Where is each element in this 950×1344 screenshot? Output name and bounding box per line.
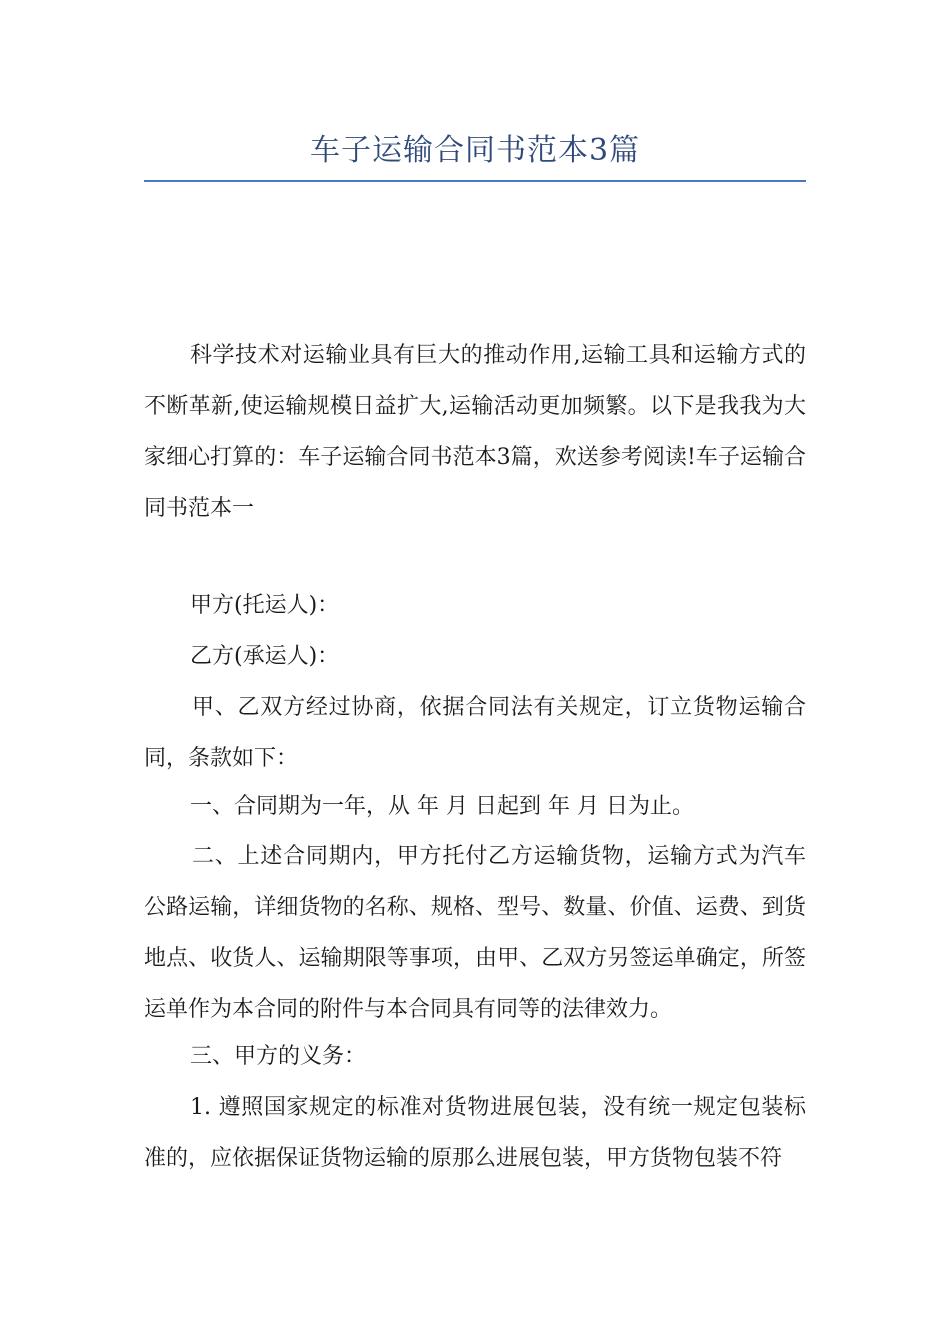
clause-3-item-1: 1. 遵照国家规定的标准对货物进展包装，没有统一规定包装标准的，应依据保证货物运输的原那么进展包装，甲方货物包装不符: [144, 1095, 806, 1171]
document-title: 车子运输合同书范本3篇: [309, 133, 641, 168]
clause-2: 二、上述合同期内，甲方托付乙方运输货物，运输方式为汽车公路运输，详细货物的名称、规格、型号、数量、价值、运费、到货地点、收货人、运输期限等事项，由甲、乙双方另签运单确定，所签运单作为本合同的附件与本合同具有同等的法律效力。: [144, 844, 806, 1022]
clause-1: 一、合同期为一年，从 年 月 日起到 年 月 日为止。: [190, 794, 694, 819]
party-a-line: 甲方(托运人)：: [190, 593, 340, 618]
party-b-line: 乙方(承运人)：: [190, 644, 340, 669]
clause-3-heading: 三、甲方的义务：: [190, 1044, 367, 1069]
intro-paragraph: 科学技术对运输业具有巨大的推动作用,运输工具和运输方式的不断革新,使运输规模日益扩大,运输活动更加频繁。以下是我我为大家细心打算的：车子运输合同书范本3篇，欢送参考阅读!车子运输合同书范本一: [144, 343, 806, 521]
title-underline: [144, 180, 806, 182]
agreement-paragraph: 甲、乙双方经过协商，依据合同法有关规定，订立货物运输合同，条款如下：: [144, 695, 806, 771]
